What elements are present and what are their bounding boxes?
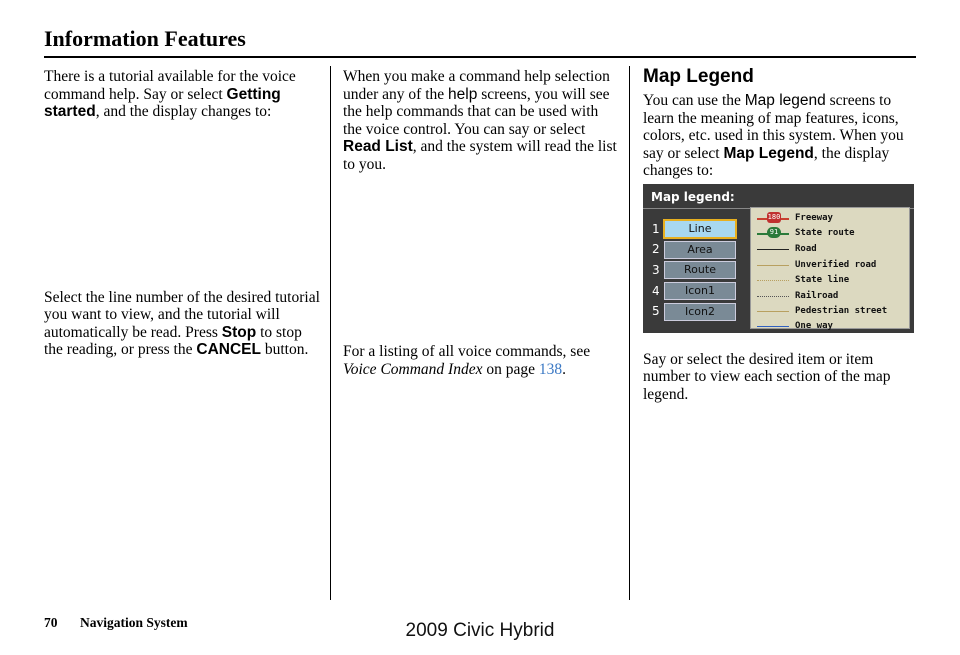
legend-item-road: Road xyxy=(757,242,907,256)
legend-item-pedestrian-street: Pedestrian street xyxy=(757,304,907,318)
paragraph-tutorial: There is a tutorial available for the voice command help. Say or select Getting started, and the display changes to: xyxy=(44,68,296,120)
section-heading-map-legend: Map Legend xyxy=(643,66,754,87)
paragraph-map-legend: You can use the Map legend screens to learn the meaning of map features, icons, colors, etc. used in this system. When you say or select Map Legend, the display changes to: xyxy=(643,92,904,179)
column-2 xyxy=(343,68,619,378)
title-rule xyxy=(44,56,916,58)
freeway-shield-icon: 180 xyxy=(767,213,781,221)
area-button[interactable]: Area xyxy=(664,241,736,259)
icon1-button[interactable]: Icon1 xyxy=(664,282,736,300)
legend-item-railroad: Railroad xyxy=(757,289,907,303)
item-number: 4 xyxy=(652,284,660,298)
footer-label: Navigation System xyxy=(80,615,188,630)
legend-item-state-line: State line xyxy=(757,273,907,287)
route-button[interactable]: Route xyxy=(664,261,736,279)
legend-item-unverified-road: Unverified road xyxy=(757,258,907,272)
paragraph-select-line: Select the line number of the desired tutorial you want to view, and the tutorial will automatically be read. Press Stop to stop the reading, or press the CANCEL button. xyxy=(44,288,320,358)
paragraph-voice-index: For a listing of all voice commands, see Voice Command Index on page 138. xyxy=(343,343,591,378)
legend-item-state-route: 91 State route xyxy=(757,226,907,240)
item-number: 2 xyxy=(652,242,660,256)
item-number: 1 xyxy=(652,222,660,236)
icon2-button[interactable]: Icon2 xyxy=(664,303,736,321)
paragraph-command-help: When you make a command help selection under any of the help screens, you will see the help commands that can be used with the voice control. You can say or select Read List, and the system will read the list to you. xyxy=(343,68,617,173)
page-number: 70 xyxy=(44,615,58,630)
column-divider-left xyxy=(330,66,331,600)
paragraph-say-select: Say or select the desired item or item number to view each section of the map legend. xyxy=(643,350,891,403)
state-route-shield-icon: 91 xyxy=(767,227,781,238)
item-number: 3 xyxy=(652,263,660,277)
column-divider-right xyxy=(629,66,630,600)
watermark: 2009 Civic Hybrid xyxy=(405,620,555,641)
legend-item-one-way: One way xyxy=(757,319,907,333)
page-title: Information Features xyxy=(44,26,246,51)
item-number: 5 xyxy=(652,304,660,318)
line-button[interactable]: Line xyxy=(663,219,737,239)
map-legend-screenshot xyxy=(643,184,914,333)
legend-item-freeway: 180 Freeway xyxy=(757,211,907,225)
column-1 xyxy=(44,68,320,359)
screen-title: Map legend: xyxy=(651,190,735,204)
page-link[interactable]: 138 xyxy=(538,360,563,378)
legend-panel xyxy=(750,207,910,329)
